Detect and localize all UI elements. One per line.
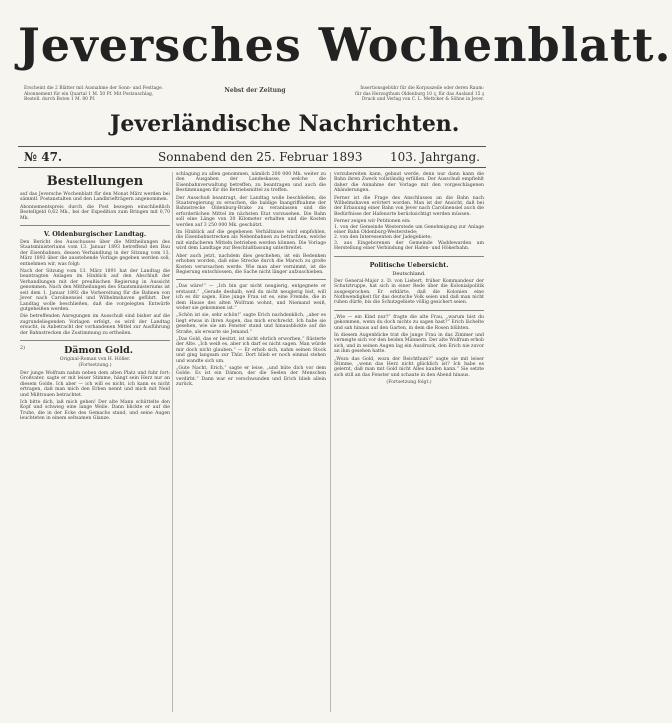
story-paragraph: „Das wäre!“ — „Ich bin gar nicht neugierig, entgegnete er erstaunt.“ „Gerade deshalb, weil du nicht neugierig bist, will ich es dir sagen. Eine junge Frau ist es, eine Fremde, die in dem Hause des alten Wolfram wohnt, und Niemand weiß, woher sie gekommen ist.“ bbox=[176, 284, 326, 311]
dateline bbox=[18, 146, 486, 168]
landtag-heading: V. Oldenburgischer Landtag. bbox=[43, 230, 147, 239]
deutschland-heading: Deutschland. bbox=[392, 270, 426, 277]
article-paragraph: Im Hinblick auf die gegebenen Verhältnisse wird empfohlen, die Eisenbahnstrecken als Nebenbahnen zu betrachten, welche mit einfacheren Mitteln betrieben werden können. Die Vorlage wird dem Landtage zur Beschlußfassung unterbreitet. bbox=[176, 230, 326, 252]
story-paragraph: „Wie — ein Kind nur?“ fragte die alte Frau, „warum bist du gekommen, wenn du doch nichts zu sagen hast?“ Erich lächelte und sah hinaus auf den Garten, in dem die Rosen blühten. bbox=[334, 314, 484, 331]
column-3 bbox=[334, 172, 484, 712]
issue-date: Sonnabend den 25. Februar 1893 bbox=[158, 150, 363, 164]
column-divider bbox=[172, 172, 173, 712]
bestellungen-price: Abonnementspreis durch die Post bezogen einschließlich Bestellgeld 0,62 Mk., bei der Expedition zum Bringen mit 0,70 Mk. bbox=[20, 204, 170, 221]
header-info-left-line2: Abonnement für ein Quartal 1 M. 50 Pf. Mit Postzuschlag, bbox=[24, 91, 154, 97]
article-paragraph: vorzubereiten kann, gebaut werde, denn nur dann kann die Bahn ihren Zweck vollständig erfüllen. Der Ausschuß empfiehlt daher die Annahme der Vorlage mit den vorgeschlagenen Abänderungen. bbox=[334, 172, 484, 194]
header-info-left bbox=[24, 86, 164, 103]
issue-number: № 47. bbox=[24, 150, 63, 164]
section-rule bbox=[334, 256, 484, 257]
continued-note: (Fortsetzung folgt.) bbox=[386, 380, 432, 386]
bestellungen-heading: Bestellungen bbox=[46, 174, 144, 189]
politische-uebersicht-heading: Politische Uebersicht. bbox=[369, 260, 449, 269]
article-paragraph: Aber auch jetzt, nachdem dies geschehen, ist ein Bedenken erhoben worden, daß eine Strecke durch die Marsch zu große Kosten verursachen werde. Wie man aber vernimmt, ist die Regierung entschlossen, die Sache nicht länger aufzuschieben. bbox=[176, 253, 326, 275]
landtag-paragraph: Nach der Sitzung vom 13. März 1891 hat der Landtag die beantragten Anlagen im Hinblick auf den Abschluß der Verhandlungen mit der preußischen Regierung in Aussicht genommen. Nach den Mittheilungen des Staatsministeriums ist seit dem 1. Januar 1892 die Vorbereitung für die Bahnen von Jever nach Carolinensiel und Wilhelmshaven geführt. Der Landtag wolle beschließen, daß die vorgelegten Entwürfe gutgeheißen werden. bbox=[20, 269, 170, 312]
masthead-title: Jeversches Wochenblatt. bbox=[18, 18, 672, 72]
section-rule bbox=[334, 310, 484, 311]
landtag-paragraph: Den Bericht des Ausschusses über die Mittheilungen des Staatsministeriums vom 13. Januar 1893 betreffend den Bau der Eisenbahnen, dessen Verhandlung in der Sitzung vom 13. März 1893 über die ausstehende Vorlage gegeben werden soll, entnehmen wir, was folgt: bbox=[20, 240, 170, 267]
header-info-center: Nebst der Zeitung bbox=[224, 87, 286, 94]
header-info-left-line3: Bestell. durch Boten 1 M. 80 Pf. bbox=[24, 97, 96, 103]
story-paragraph: „Schön ist sie, sehr schön!“ sagte Erich nachdenklich, „aber es liegt etwas in ihren Augen, das mich erschreckt. Ich habe sie gesehen, wie sie am Fenster stand und hinausblickte auf die Straße, als erwarte sie Jemand.“ bbox=[176, 313, 326, 335]
story-continuation-note: (Fortsetzung.) bbox=[78, 362, 112, 368]
section-rule bbox=[176, 279, 326, 280]
article-paragraph: schlagung zu allen genommen, nämlich 200 000 Mk. weiter zu den Ausgaben der Landeskasse, welche die Eisenbahnverwaltung betreffen, zu beantragen und auch die Bestimmungen für die Betriebsmittel zu treffen. bbox=[176, 172, 326, 194]
header-info-right-line2: für das Herzogthum Oldenburg 10 ₰, für das Ausland 15 ₰ bbox=[355, 91, 484, 97]
story-title: Dämon Gold. bbox=[64, 344, 134, 356]
story-paragraph: „Das Gold, das er besitzt, ist nicht ehrlich erworben,“ flüsterte der Alte. „Ich weiß es, aber ich darf es nicht sagen. Man würde mir doch nicht glauben.“ — Er erhob sich, nahm seinen Stock und ging langsam zur Thür. Dort blieb er noch einmal stehen und wandte sich um. bbox=[176, 336, 326, 364]
bestellungen-text: auf das Jeversche Wochenblatt für den Monat März werden bei sämmtl. Postanstalten und den Landbriefträgern angenommen. bbox=[20, 192, 170, 203]
column-1 bbox=[20, 172, 170, 712]
header-info-right bbox=[334, 86, 484, 103]
story-paragraph: Ich bitte dich, laß mich gehen! Der alte Mann schüttelte den Kopf und schwieg eine lange Weile. Dann blickte er auf die Truhe, die in der Ecke des Gemachs stand, und seine Augen leuchteten in einem seltsamen Glanze. bbox=[20, 399, 170, 422]
issue-year: 103. Jahrgang. bbox=[389, 150, 480, 164]
header-info-right-line3: Druck und Verlag von C. L. Mettcker & Söhne in Jever. bbox=[361, 97, 484, 103]
story-marker: 2) bbox=[20, 344, 26, 351]
story-subtitle: Original-Roman von H. Höller. bbox=[59, 356, 131, 362]
story-paragraph: „Wozu das Gold, wozu der Reichthum?“ sagte sie mit leiser Stimme, „wenn das Herz nicht glücklich ist? Ich habe es gelernt, daß man mit Gold nicht Alles kaufen kann.“ Sie setzte sich still an das Fenster und schaute in den Abend hinaus. bbox=[334, 356, 484, 378]
subtitle: Jeverländische Nachrichten. bbox=[110, 111, 460, 137]
header-info-right-line1: Insertionsgebühr für die Korpuszeile oder deren Raum: bbox=[360, 86, 484, 91]
column-2 bbox=[176, 172, 326, 712]
story-paragraph: Der junge Wolfram nahm neben dem alten Platz und fuhr fort: Großvater, sagte er mit leiser Stimme, hängt sein Herz nur an diesem Golde. Ich aber — ich will es nicht, ich kann es nicht ertragen, daß man mich den Erben nennt und mich mit Neid und Mißtrauen betrachtet. bbox=[20, 370, 170, 398]
petitions-paragraph: Ferner zeigen wir Petitionen ein: 1. von der Gemeinde Westerstede um Genehmigung zur Anlage einer Bahn Oldenburg-Westerstede; 2. von den Interessenten der Jadegebiete; 3. aus Eingeborenen der Gemeinde Waddewarden um Herstellung einer Verbindung der Hafen- und Hökerbahn. bbox=[334, 219, 484, 252]
landtag-paragraph: Die betreffenden Anregungen im Ausschuß sind bisher auf die zugrundeliegenden Vorlagen erfolgt, es wird der Landtag ersucht, in Anbetracht der vorhandenen Mittel zur Ausführung der Bahnstrecken die Zustimmung zu ertheilen. bbox=[20, 314, 170, 336]
story-paragraph: In diesem Augenblicke trat die junge Frau in das Zimmer und verneigte sich vor den beiden Männern. Der alte Wolfram erhob sich, und in seinen Augen lag ein Ausdruck, den Erich nie zuvor an ihm gesehen hatte. bbox=[334, 332, 484, 355]
article-paragraph: Ferner ist die Frage des Anschlusses an die Bahn nach Wilhelmshaven erörtert worden. Man ist der Ansicht, daß bei der Erbauung einer Bahn von Jever nach Carolinensiel auch die Bedürfnisse der Hafenorte berücksichtigt werden müssen. bbox=[334, 195, 484, 217]
header-info-left-line1: Erscheint die 2 Blätter mit Ausnahme der Sonn- und Festtage. bbox=[24, 86, 164, 91]
article-paragraph: Der Ausschuß beantragt, der Landtag wolle beschließen, die Staatsregierung zu ersuchen, die baldige Inangriffnahme der Bahnstrecke Oldenburg-Brake zu veranlassen und die erforderlichen Mittel im nächsten Etat vorzusehen. Die Bahn soll eine Länge von 30 Kilometer erhalten und die Kosten werden auf 3 250 000 Mk. geschätzt. bbox=[176, 195, 326, 228]
section-rule bbox=[20, 340, 170, 341]
article-paragraph: Der General-Major z. D. von Liebert, früher Kommandeur der Schutztruppe, hat sich in einer Rede über die Kolonialpolitik ausgesprochen. Er erklärte, daß die Kolonien eine Nothwendigkeit für das deutsche Volk seien und daß man nicht ruhen dürfe, bis die Schutzgebiete völlig gesichert seien. bbox=[334, 278, 484, 306]
story-paragraph: „Gute Nacht, Erich,“ sagte er leise, „und hüte dich vor dem Golde. Es ist ein Dämon, der die Seelen der Menschen verdirbt.“ Dann war er verschwunden und Erich blieb allein zurück. bbox=[176, 366, 326, 388]
section-rule bbox=[20, 225, 170, 226]
column-divider bbox=[330, 172, 331, 712]
